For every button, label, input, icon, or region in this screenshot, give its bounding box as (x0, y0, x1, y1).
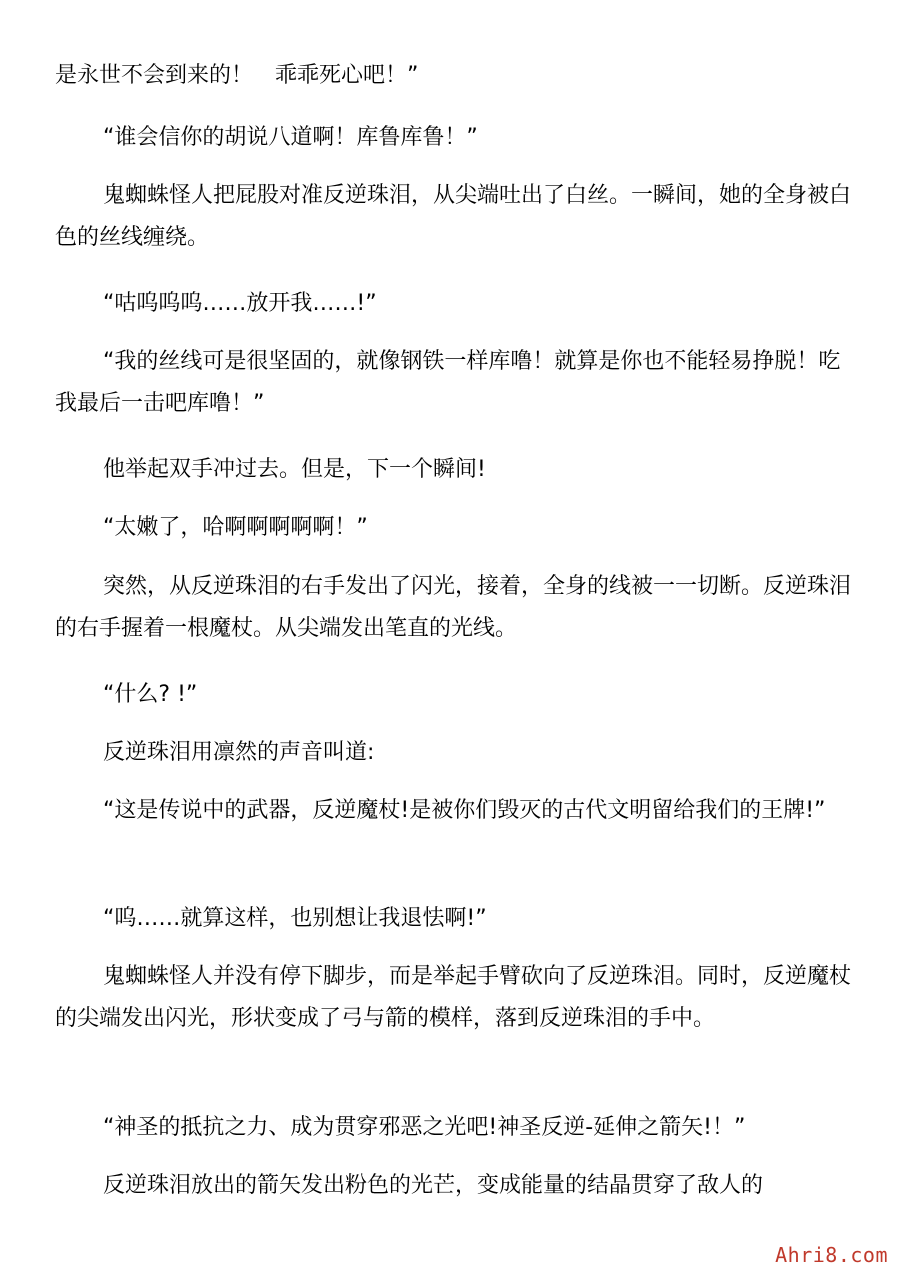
paragraph-narration: 他举起双手冲过去。但是，下一个瞬间! (103, 457, 486, 482)
paragraph-dialogue: “我的丝线可是很坚固的，就像钢铁一样库噜！就算是你也不能轻易挣脱！吃我最后一击吧库噜！” (55, 349, 841, 416)
paragraph-narration: 鬼蜘蛛怪人并没有停下脚步，而是举起手臂砍向了反逆珠泪。同时，反逆魔杖的尖端发出闪光，形状变成了弓与箭的模样，落到反逆珠泪的手中。 (55, 964, 852, 1031)
paragraph-dialogue: “这是传说中的武器，反逆魔杖!是被你们毁灭的古代文明留给我们的王牌!” (103, 798, 826, 823)
paragraph-narration: 反逆珠泪用凛然的声音叫道: (103, 740, 375, 765)
paragraph-narration: 反逆珠泪放出的箭矢发出粉色的光芒，变成能量的结晶贯穿了敌人的 (103, 1173, 764, 1198)
paragraph-dialogue: “咕呜呜呜……放开我……!” (103, 291, 377, 316)
paragraph-dialogue: “太嫩了，哈啊啊啊啊啊！” (103, 515, 368, 540)
paragraph-continuation: 是永世不会到来的！ 乖乖死心吧！” (55, 63, 419, 88)
paragraph-dialogue: “什么? !” (103, 682, 198, 707)
site-watermark: Ahri8.com (775, 1243, 888, 1267)
paragraph-dialogue: “神圣的抵抗之力、成为贯穿邪恶之光吧!神圣反逆-延伸之箭矢!！” (103, 1115, 746, 1140)
paragraph-dialogue: “谁会信你的胡说八道啊！库鲁库鲁！” (103, 125, 478, 150)
paragraph-dialogue: “呜……就算这样，也别想让我退怯啊!” (103, 906, 487, 931)
paragraph-narration: 鬼蜘蛛怪人把屁股对准反逆珠泪，从尖端吐出了白丝。一瞬间，她的全身被白色的丝线缠绕。 (55, 183, 852, 250)
paragraph-narration: 突然，从反逆珠泪的右手发出了闪光，接着，全身的线被一一切断。反逆珠泪的右手握着一根魔杖。从尖端发出笔直的光线。 (55, 574, 852, 641)
